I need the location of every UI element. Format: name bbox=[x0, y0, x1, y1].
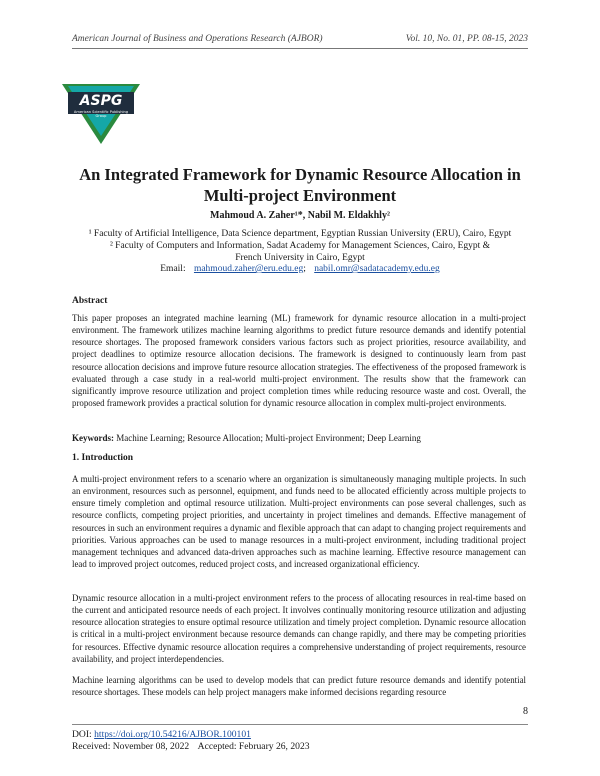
keywords-line bbox=[72, 433, 528, 443]
running-header bbox=[72, 34, 528, 49]
received-date: Received: November 08, 2022 bbox=[72, 741, 190, 752]
keywords-text: Machine Learning; Resource Allocation; Multi-project Environment; Deep Learning bbox=[116, 433, 421, 443]
authors: Mahmoud A. Zaher¹*, Nabil M. Eldakhly² bbox=[210, 210, 390, 221]
affiliation-1: ¹ Faculty of Artificial Intelligence, Data Science department, Egyptian Russian University (ERU), Cairo, Egypt bbox=[88, 229, 512, 239]
intro-paragraph-1: A multi-project environment refers to a scenario where an organization is simultaneously managing multiple projects. In such an environment, resources such as personnel, equipment, and funds need to be allocated efficiently across multiple projects to ensure timely completion and optimal resource utilization. Multi-project environments can pose several challenges, such as resource conflicts, competing project priorities, and uncertainty in project timelines and demands. Effective management of resources in such an environment requires a dynamic and flexible approach that can adapt to changing project requirements and priorities. Various approaches can be used to manage resources in a multi-project environment, including traditional project management techniques and advanced data-driven approaches such as machine learning. Effective resource management can lead to improved project outcomes, reduced project costs, and increased organizational efficiency. bbox=[72, 474, 526, 570]
abstract-heading: Abstract bbox=[72, 296, 108, 306]
doi-line bbox=[72, 729, 528, 741]
doi-link[interactable]: https://doi.org/10.54216/AJBOR.100101 bbox=[94, 729, 251, 740]
keywords-label: Keywords: bbox=[72, 433, 114, 443]
email-label: Email: bbox=[160, 264, 186, 274]
logo-subtext: American Scientific Publishing Group bbox=[73, 110, 129, 118]
volume-info: Vol. 10, No. 01, PP. 08-15, 2023 bbox=[405, 34, 528, 44]
footer bbox=[72, 724, 528, 753]
abstract-text: This paper proposes an integrated machine learning (ML) framework for dynamic resource allocation in a multi-project environment. The framework utilizes machine learning algorithms to predict future resource demands and identify potential resource shortages. The proposed framework considers various factors such as project priorities, resource availability, and project deadlines to optimize resource allocation decisions. The framework is designed to continuously learn from past resource allocation decisions and improve future resource allocation strategies. The effectiveness of the proposed framework is evaluated through a case study in a real-world multi-project environment. The results show that the framework can significantly improve resource utilization and project completion times while reducing resource waste and cost. Overall, the proposed framework provides a practical solution for dynamic resource allocation in complex multi-project environments. bbox=[72, 313, 526, 409]
email-separator: ; bbox=[303, 264, 306, 274]
email-link-2[interactable]: nabil.omr@sadatacademy.edu.eg bbox=[314, 264, 440, 274]
aspg-logo bbox=[62, 84, 140, 144]
doi-label: DOI: bbox=[72, 729, 92, 740]
affiliation-2: ² Faculty of Computers and Information, Sadat Academy for Management Sciences, Cairo, Egypt & bbox=[109, 241, 491, 251]
title-line-1: An Integrated Framework for Dynamic Resource Allocation in bbox=[79, 165, 521, 184]
accepted-date: Accepted: February 26, 2023 bbox=[197, 741, 310, 752]
intro-paragraph-3: Machine learning algorithms can be used to develop models that can predict future resource demands and identify potential resource shortages. These models can help project managers make informed decisions regarding resource bbox=[72, 675, 526, 698]
logo-text: ASPG bbox=[79, 93, 123, 109]
dates-line bbox=[72, 741, 528, 753]
intro-paragraph-2: Dynamic resource allocation in a multi-project environment refers to the process of allocating resources in real-time based on the current and anticipated resource needs of each project. It involves continually monitoring resource utilization and adjusting resource allocation strategies to ensure optimal resource utilization and timely project completion. Dynamic resource allocation is critical in a multi-project environment because resource demands can change rapidly, and there may be competing priorities for resources. Effective dynamic resource allocation requires a comprehensive understanding of project requirements, resource availability, and project interdependencies. bbox=[72, 593, 526, 664]
journal-name: American Journal of Business and Operations Research (AJBOR) bbox=[72, 34, 323, 44]
page-number: 8 bbox=[523, 706, 528, 717]
intro-heading: 1. Introduction bbox=[72, 453, 134, 463]
email-link-1[interactable]: mahmoud.zaher@eru.edu.eg bbox=[193, 264, 304, 274]
affiliation-2-cont: French University in Cairo, Egypt bbox=[235, 253, 365, 263]
title-line-2: Multi-project Environment bbox=[203, 186, 397, 205]
affiliations bbox=[60, 228, 540, 264]
email-line bbox=[60, 264, 540, 274]
paper-title bbox=[60, 164, 540, 206]
